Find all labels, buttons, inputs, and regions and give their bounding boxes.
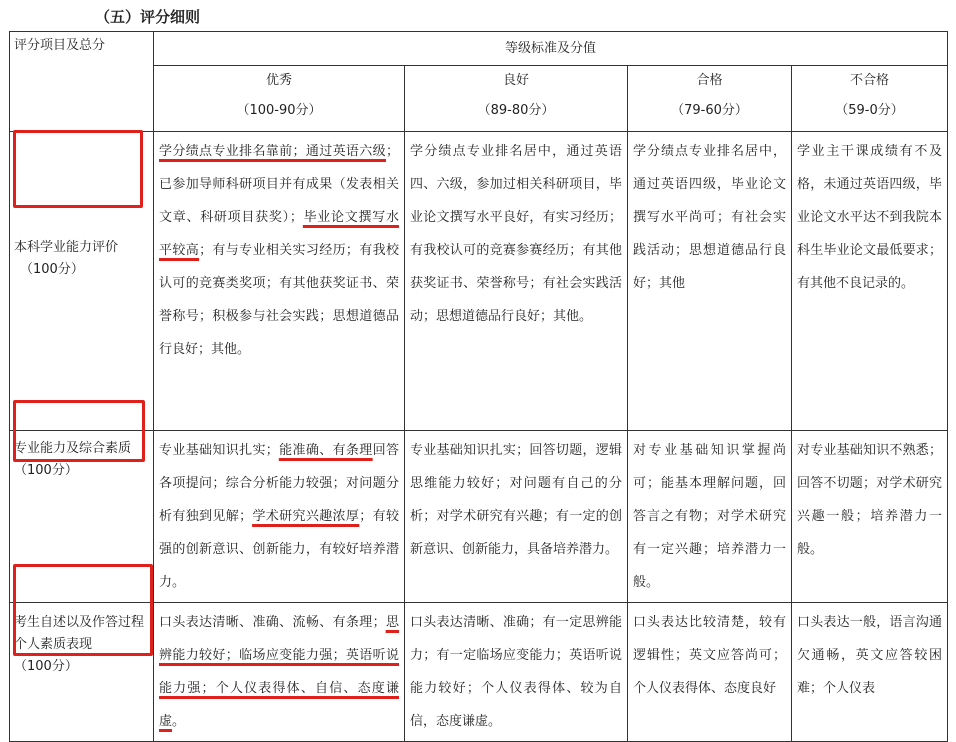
criteria-segment: 专业基础知识扎实；: [159, 443, 279, 458]
criteria-segment: ；已参加导师科研项目并有成果（发表相关文章、科研项目获奖）；: [159, 144, 399, 225]
grade-fail-header: [792, 66, 948, 132]
excellent-criteria: [154, 603, 405, 742]
excellent-criteria: [154, 431, 405, 603]
section-title: （五）评分细则: [95, 8, 201, 26]
fail-criteria: 口头表达一般，语言沟通欠通畅，英文应答较困难；个人仪表: [792, 603, 948, 742]
fail-criteria: 学业主干课成绩有不及格，未通过英语四级，毕业论文水平达不到我院本科生毕业论文最低要求；有其他不良记录的。: [792, 132, 948, 431]
grade-pass-header: [628, 66, 792, 132]
item-name-cell: [10, 603, 154, 742]
grade-label: 合格: [696, 73, 723, 88]
criteria-segment: ；有与专业相关实习经历；有我校认可的竞赛类奖项；有其他获奖证书、荣誉称号；积极参与社会实践；思想道德品行良好；其他。: [159, 243, 399, 357]
criteria-segment: 学术研究兴趣浓厚: [252, 509, 360, 524]
item-score: （100分）: [20, 262, 84, 277]
pass-criteria: 学分绩点专业排名居中，通过英语四级，毕业论文撰写水平尚可；有社会实践活动；思想道德品行良好；其他: [628, 132, 792, 431]
criteria-segment: 能准确、有条理: [278, 443, 373, 458]
grade-label: 不合格: [850, 73, 890, 88]
grade-range: （100-90分）: [236, 103, 322, 118]
pass-criteria: 口头表达比较清楚，较有逻辑性；英文应答尚可；个人仪表得体、态度良好: [628, 603, 792, 742]
header-item-score: 评分项目及总分: [10, 32, 154, 132]
grade-range: （79-60分）: [671, 103, 748, 118]
grade-good-header: [405, 66, 628, 132]
header-grade-group: 等级标准及分值: [154, 32, 948, 66]
good-criteria: 口头表达清晰、准确；有一定思辨能力；有一定临场应变能力；英语听说能力较好；个人仪表得体、较为自信，态度谦虚。: [405, 603, 628, 742]
item-name: 本科学业能力评价: [14, 240, 119, 255]
grade-label: 良好: [502, 73, 529, 88]
item-name: 专业能力及综合素质: [14, 441, 132, 456]
grading-rubric-table: [9, 31, 948, 742]
criteria-segment: 思辨能力较好；临场应变能力强；英语听说能力强；个人仪表得体、自信、态度谦虚: [159, 615, 399, 729]
criteria-segment: 学分绩点专业排名靠前；通过英语六级: [159, 144, 386, 159]
good-criteria: 学分绩点专业排名居中，通过英语四、六级，参加过相关科研项目，毕业论文撰写水平良好，有实习经历；有我校认可的竞赛参赛经历；有其他获奖证书、荣誉称号；有社会实践活动；思想道德品行良好；其他。: [405, 132, 628, 431]
good-criteria: 专业基础知识扎实；回答切题，逻辑思维能力较好；对问题有自己的分析；对学术研究有兴趣；有一定的创新意识、创新能力，具备培养潜力。: [405, 431, 628, 603]
grade-excellent-header: [154, 66, 405, 132]
item-name: 考生自述以及作答过程个人素质表现: [14, 615, 145, 652]
item-score: （100分）: [14, 463, 78, 478]
item-name-cell: [10, 132, 154, 431]
criteria-segment: 毕业论文撰写水平较高: [159, 210, 399, 258]
table-row-professional: [10, 431, 948, 603]
criteria-segment: ；有较强的创新意识、创新能力，有较好培养潜力。: [159, 509, 399, 590]
grade-label: 优秀: [265, 73, 292, 88]
grade-range: （59-0分）: [835, 103, 904, 118]
criteria-segment: 回答各项提问；综合分析能力较强；对问题分析有独到见解；: [159, 443, 399, 524]
criteria-segment: 口头表达清晰、准确、流畅、有条理；: [159, 615, 386, 630]
table-row-presentation: [10, 603, 948, 742]
grade-range: （89-80分）: [477, 103, 555, 118]
criteria-segment: 。: [172, 714, 186, 729]
excellent-criteria: [154, 132, 405, 431]
item-score: （100分）: [14, 659, 78, 674]
item-name-cell: [10, 431, 154, 603]
pass-criteria: 对专业基础知识掌握尚可；能基本理解问题，回答言之有物；对学术研究有一定兴趣；培养潜力一般。: [628, 431, 792, 603]
fail-criteria: 对专业基础知识不熟悉；回答不切题；对学术研究兴趣一般；培养潜力一般。: [792, 431, 948, 603]
table-row-academic: [10, 132, 948, 431]
header-row-top: [10, 32, 948, 66]
